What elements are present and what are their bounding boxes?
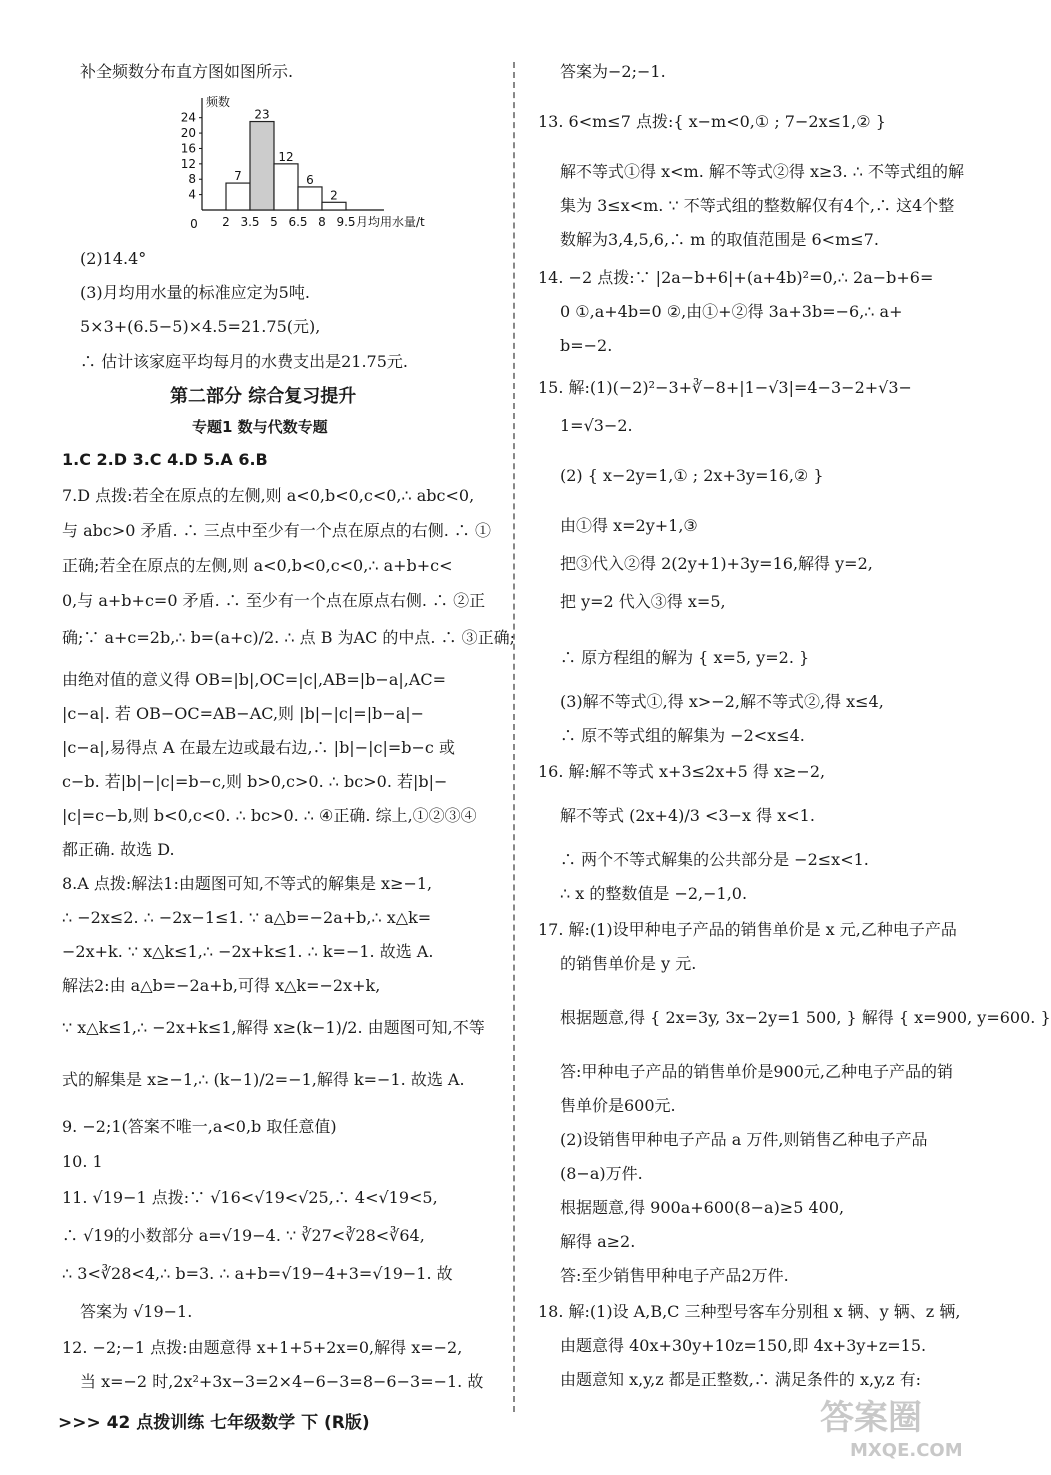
topic-title: 专题1 数与代数专题 xyxy=(192,418,328,436)
q8-line: 8.A 点拨:解法1:由题图可知,不等式的解集是 x≥−1, xyxy=(62,874,433,893)
x-tick-label: 5 xyxy=(270,215,278,229)
q7-line: c−b. 若|b|−|c|=b−c,则 b>0,c>0. ∴ bc>0. 若|b|− xyxy=(62,772,448,791)
q7-line: |c−a|. 若 OB−OC=AB−AC,则 |b|−|c|=|b−a|− xyxy=(62,704,425,723)
right-line: 答:甲种电子产品的销售单价是900元,乙种电子产品的销 xyxy=(560,1062,954,1081)
right-line: 答:至少销售甲种电子产品2万件. xyxy=(560,1266,789,1285)
y-tick-label: 24 xyxy=(180,110,196,125)
hist-intro: 补全频数分布直方图如图所示. xyxy=(80,62,294,81)
histogram-bar xyxy=(274,164,298,210)
histogram-chart xyxy=(170,92,425,232)
x-tick-label: 8 xyxy=(318,215,326,229)
right-line: ∴ 原不等式组的解集为 −2<x≤4. xyxy=(560,726,805,745)
line-q3: (3)月均用水量的标准应定为5吨. xyxy=(80,283,310,302)
q7-line: 0,与 a+b+c=0 矛盾. ∴ 至少有一个点在原点右侧. ∴ ②正 xyxy=(62,591,486,610)
q12-line: 12. −2;−1 点拨:由题意得 x+1+5+2x=0,解得 x=−2, xyxy=(62,1338,463,1357)
q11-line: 答案为 √19−1. xyxy=(80,1302,193,1321)
right-line: 16. 解:解不等式 x+3≤2x+5 得 x≥−2, xyxy=(538,762,826,781)
bar-data-label: 2 xyxy=(330,188,338,203)
line-calc: 5×3+(6.5−5)×4.5=21.75(元), xyxy=(80,317,321,336)
histogram-bar xyxy=(298,187,322,210)
watermark-logo: 答案圈 xyxy=(820,1398,922,1438)
y-tick-label: 12 xyxy=(180,156,196,171)
q11-line: ∴ 3<∛28<4,∴ b=3. ∴ a+b=√19−4+3=√19−1. 故 xyxy=(62,1264,453,1283)
right-line: (8−a)万件. xyxy=(560,1164,643,1183)
right-line: 根据题意,得 { 2x=3y, 3x−2y=1 500, } 解得 { x=900, y=600. } xyxy=(560,1008,1051,1027)
q7-line: |c−a|,易得点 A 在最左边或最右边,∴ |b|−|c|=b−c 或 xyxy=(62,738,455,757)
right-line: 根据题意,得 900a+600(8−a)≥5 400, xyxy=(560,1198,845,1217)
line-conclusion: ∴ 估计该家庭平均每月的水费支出是21.75元. xyxy=(80,352,408,371)
y-tick-label: 20 xyxy=(180,126,196,141)
right-line: 1=√3−2. xyxy=(560,416,633,435)
right-line: 解得 a≥2. xyxy=(560,1232,636,1251)
right-line: 由题意得 40x+30y+10z=150,即 4x+3y+z=15. xyxy=(560,1336,927,1355)
page-footer: >>> 42 点拨训练 七年级数学 下 (R版) xyxy=(58,1413,370,1433)
q9-answer: 9. −2;1(答案不唯一,a<0,b 取任意值) xyxy=(62,1117,337,1136)
bar-data-label: 23 xyxy=(254,107,270,122)
q7-line: 都正确. 故选 D. xyxy=(62,840,175,859)
right-line: 解不等式①得 x<m. 解不等式②得 x≥3. ∴ 不等式组的解 xyxy=(560,162,964,181)
q11-line: 11. √19−1 点拨:∵ √16<√19<√25,∴ 4<√19<5, xyxy=(62,1188,438,1207)
right-line: 售单价是600元. xyxy=(560,1096,676,1115)
right-line: 0 ①,a+4b=0 ②,由①+②得 3a+3b=−6,∴ a+ xyxy=(560,302,903,321)
y-axis-label: 频数 xyxy=(206,95,231,109)
right-line: 解不等式 (2x+4)/3 <3−x 得 x<1. xyxy=(560,806,815,825)
q11-line: ∴ √19的小数部分 a=√19−4. ∵ ∛27<∛28<∛64, xyxy=(62,1226,425,1245)
right-line: 由题意知 x,y,z 都是正整数,∴ 满足条件的 x,y,z 有: xyxy=(560,1370,921,1389)
right-line: 15. 解:(1)(−2)²−3+∛−8+|1−√3|=4−3−2+√3− xyxy=(538,378,912,397)
right-line: 把③代入②得 2(2y+1)+3y=16,解得 y=2, xyxy=(560,554,873,573)
section-title: 第二部分 综合复习提升 xyxy=(170,386,357,407)
bar-data-label: 12 xyxy=(278,149,294,164)
q8-line: ∴ −2x≤2. ∴ −2x−1≤1. ∵ a△b=−2a+b,∴ x△k= xyxy=(62,908,432,927)
right-line: ∴ 原方程组的解为 { x=5, y=2. } xyxy=(560,648,810,667)
origin-label: 0 xyxy=(190,217,198,231)
q8-line: 式的解集是 x≥−1,∴ (k−1)/2=−1,解得 k=−1. 故选 A. xyxy=(62,1070,465,1089)
right-line: b=−2. xyxy=(560,336,613,355)
right-line: 14. −2 点拨:∵ |2a−b+6|+(a+4b)²=0,∴ 2a−b+6= xyxy=(538,268,934,287)
right-line: 的销售单价是 y 元. xyxy=(560,954,697,973)
right-line: (3)解不等式①,得 x>−2,解不等式②,得 x≤4, xyxy=(560,692,884,711)
right-line: ∴ 两个不等式解集的公共部分是 −2≤x<1. xyxy=(560,850,869,869)
bar-data-label: 6 xyxy=(306,172,314,187)
right-line: 把 y=2 代入③得 x=5, xyxy=(560,592,726,611)
y-tick-label: 16 xyxy=(180,141,196,156)
q7-line: 由绝对值的意义得 OB=|b|,OC=|c|,AB=|b−a|,AC= xyxy=(62,670,447,689)
right-line: 答案为−2;−1. xyxy=(560,62,666,81)
q7-line: |c|=c−b,则 b<0,c<0. ∴ bc>0. ∴ ④正确. 综上,①②③④ xyxy=(62,806,477,825)
right-line: 由①得 x=2y+1,③ xyxy=(560,516,698,535)
x-tick-label: 3.5 xyxy=(240,215,260,229)
watermark-url: MXQE.COM xyxy=(850,1440,963,1461)
q7-line: 正确;若全在原点的左侧,则 a<0,b<0,c<0,∴ a+b+c< xyxy=(62,556,453,575)
q7-line: 与 abc>0 矛盾. ∴ 三点中至少有一个点在原点的右侧. ∴ ① xyxy=(62,521,492,540)
mc-answers: 1.C 2.D 3.C 4.D 5.A 6.B xyxy=(62,450,268,469)
right-line: 13. 6<m≤7 点拨:{ x−m<0,① ; 7−2x≤1,② } xyxy=(538,112,886,131)
q8-line: ∵ x△k≤1,∴ −2x+k≤1,解得 x≥(k−1)/2. 由题图可知,不等 xyxy=(62,1018,485,1037)
q7-line: 确;∵ a+c=2b,∴ b=(a+c)/2. ∴ 点 B 为AC 的中点. ∴ ③正确; xyxy=(62,628,516,647)
q10-answer: 10. 1 xyxy=(62,1152,103,1171)
right-line: 数解为3,4,5,6,∴ m 的取值范围是 6<m≤7. xyxy=(560,230,879,249)
x-tick-label: 6.5 xyxy=(288,215,308,229)
bar-data-label: 7 xyxy=(234,169,242,184)
histogram-bar xyxy=(226,183,250,210)
right-line: 17. 解:(1)设甲种电子产品的销售单价是 x 元,乙种电子产品 xyxy=(538,920,957,939)
line-q2: (2)14.4° xyxy=(80,249,147,268)
q7-line: 7.D 点拨:若全在原点的左侧,则 a<0,b<0,c<0,∴ abc<0, xyxy=(62,486,475,505)
right-line: 18. 解:(1)设 A,B,C 三种型号客车分别租 x 辆、y 辆、z 辆, xyxy=(538,1302,961,1321)
histogram-bar xyxy=(322,202,346,210)
column-divider xyxy=(513,62,515,1412)
x-axis-label: 月均用水量/t xyxy=(356,215,425,229)
q12-line: 当 x=−2 时,2x²+3x−3=2×4−6−3=8−6−3=−1. 故 xyxy=(80,1372,484,1391)
right-line: (2) { x−2y=1,① ; 2x+3y=16,② } xyxy=(560,466,824,485)
right-line: ∴ x 的整数值是 −2,−1,0. xyxy=(560,884,748,903)
right-line: 集为 3≤x<m. ∵ 不等式组的整数解仅有4个,∴ 这4个整 xyxy=(560,196,955,215)
q8-line: 解法2:由 a△b=−2a+b,可得 x△k=−2x+k, xyxy=(62,976,381,995)
x-tick-label: 9.5 xyxy=(336,215,356,229)
x-tick-label: 2 xyxy=(222,215,230,229)
q8-line: −2x+k. ∵ x△k≤1,∴ −2x+k≤1. ∴ k=−1. 故选 A. xyxy=(62,942,434,961)
y-tick-label: 4 xyxy=(188,187,196,202)
y-tick-label: 8 xyxy=(188,172,196,187)
right-line: (2)设销售甲种电子产品 a 万件,则销售乙种电子产品 xyxy=(560,1130,928,1149)
histogram-bar xyxy=(250,122,274,210)
